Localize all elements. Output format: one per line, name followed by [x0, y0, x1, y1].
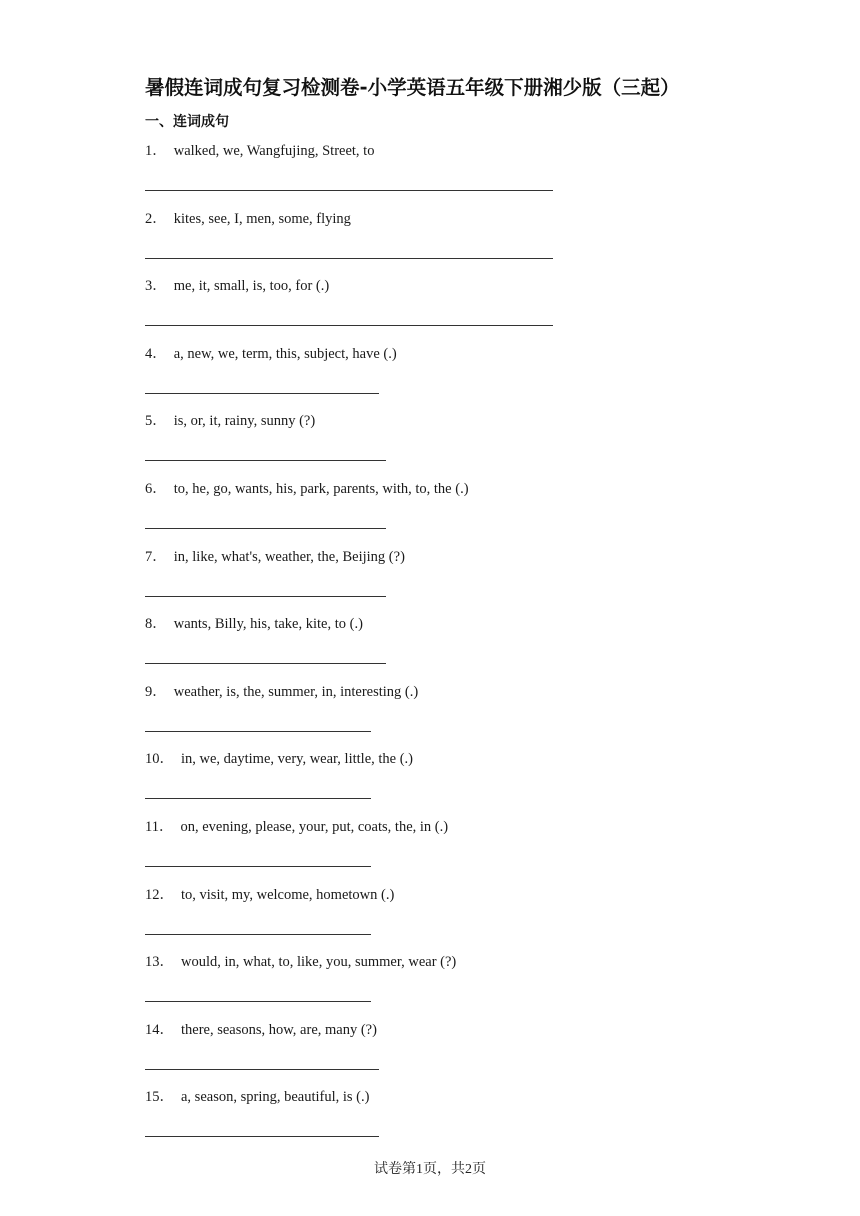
question-number: 6． — [145, 481, 167, 497]
question-number: 8． — [145, 616, 167, 632]
answer-line[interactable] — [145, 393, 379, 394]
page-footer: 试卷第1页，共2页 — [374, 1162, 486, 1177]
answer-line[interactable] — [145, 258, 553, 259]
question-words: weather, is, the, summer, in, interesting (.) — [173, 684, 419, 700]
question-number: 3． — [145, 278, 167, 294]
question-number: 14． — [145, 1022, 174, 1038]
question-item — [145, 952, 456, 972]
answer-line[interactable] — [145, 190, 553, 191]
question-words: walked, we, Wangfujing, Street, to — [173, 143, 375, 159]
section-heading: 一、连词成句 — [145, 114, 229, 130]
question-words: in, we, daytime, very, wear, little, the (.) — [181, 751, 414, 767]
answer-line[interactable] — [145, 1001, 371, 1002]
answer-line[interactable] — [145, 731, 371, 732]
question-number: 4． — [145, 346, 167, 362]
question-words: a, new, we, term, this, subject, have (.) — [173, 346, 397, 362]
question-item — [145, 344, 397, 364]
question-item — [145, 479, 469, 499]
answer-line[interactable] — [145, 1136, 379, 1137]
page-title: 暑假连词成句复习检测卷-小学英语五年级下册湘少版（三起） — [145, 76, 680, 99]
answer-line[interactable] — [145, 528, 386, 529]
question-item — [145, 749, 413, 769]
question-item — [145, 276, 329, 296]
answer-line[interactable] — [145, 866, 371, 867]
question-words: in, like, what's, weather, the, Beijing (?) — [173, 549, 405, 565]
answer-line[interactable] — [145, 934, 371, 935]
question-item — [145, 1020, 377, 1040]
question-number: 2． — [145, 211, 167, 227]
question-number: 1． — [145, 143, 167, 159]
answer-line[interactable] — [145, 325, 553, 326]
question-item — [145, 817, 448, 837]
question-number: 13． — [145, 954, 174, 970]
answer-line[interactable] — [145, 460, 386, 461]
question-number: 5． — [145, 413, 167, 429]
question-number: 15． — [145, 1089, 174, 1105]
question-words: to, visit, my, welcome, hometown (.) — [181, 887, 395, 903]
question-number: 11． — [145, 819, 174, 835]
question-words: wants, Billy, his, take, kite, to (.) — [173, 616, 363, 632]
answer-line[interactable] — [145, 798, 371, 799]
answer-line[interactable] — [145, 663, 386, 664]
question-item — [145, 682, 418, 702]
question-item — [145, 547, 405, 567]
question-number: 12． — [145, 887, 174, 903]
question-item — [145, 141, 374, 161]
question-words: there, seasons, how, are, many (?) — [181, 1022, 377, 1038]
question-words: me, it, small, is, too, for (.) — [173, 278, 330, 294]
answer-line[interactable] — [145, 1069, 379, 1070]
question-words: would, in, what, to, like, you, summer, wear (?) — [181, 954, 457, 970]
question-item — [145, 614, 363, 634]
question-words: kites, see, I, men, some, flying — [173, 211, 351, 227]
question-item — [145, 411, 315, 431]
question-number: 9． — [145, 684, 167, 700]
question-number: 7． — [145, 549, 167, 565]
question-item — [145, 209, 351, 229]
question-words: is, or, it, rainy, sunny (?) — [173, 413, 316, 429]
question-words: a, season, spring, beautiful, is (.) — [181, 1089, 370, 1105]
question-item — [145, 1087, 369, 1107]
question-number: 10． — [145, 751, 174, 767]
question-item — [145, 885, 394, 905]
answer-line[interactable] — [145, 596, 386, 597]
question-words: on, evening, please, your, put, coats, the, in (.) — [180, 819, 449, 835]
question-words: to, he, go, wants, his, park, parents, with, to, the (.) — [173, 481, 469, 497]
